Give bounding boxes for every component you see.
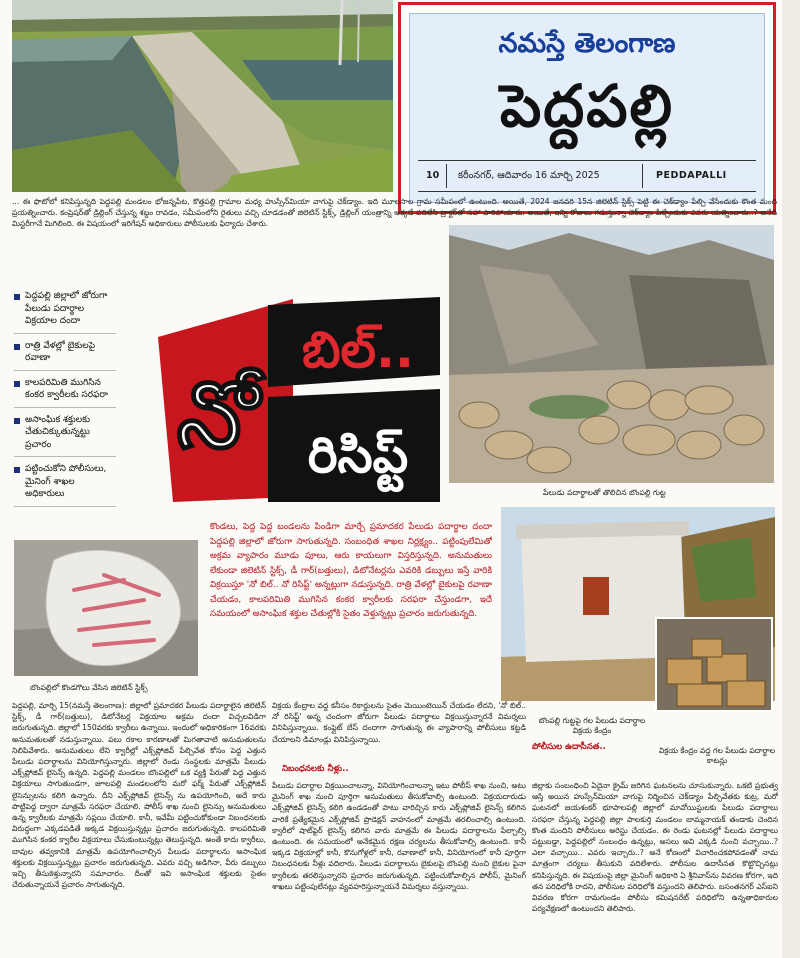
newspaper-brand: నమస్తే తెలంగాణ [498,28,676,59]
body-column-1: పెద్దపల్లి, మార్చి 15(నమస్తే తెలంగాణ): జిల్లాలో ప్రమాదకర పేలుడు పదార్థాలైన జిలెటిన్ స్టిక్స్, డీ గార్(బత్తులు), డిటోనేటర్ల విక్రయాల అక్రమ దందా విచ్చలవిడిగా జరుగుతున్నది. జిల్లాలో 150వరకు క్వారీలు ఉన్నాయి. ఇందులో అధికారికంగా 16వరకు అనుమతులతో నడుస్తున్నాయి. పలు రకాల కారణాలతో మిగతావాటి అనుమతులను నిలిపివేశారు. అనుమతులు లేని క్వారీల్లో ఎక్స్‌ప్లోజివ్ పేల్చివేత కోసం పెద్ద ఎత్తున పేలుడు పదార్థాలను వినియోగిస్తున్నారు. జిల్లాలో రెండు సంస్థలకు మాత్రమే పేలుడు ఎక్స్‌ప్లోజివ్ లైసెన్స్ ఉన్నది. పెద్దపల్లి మండలం బొంపల్లిలో ఒక వ్యక్తి పేరుతో పెద్ద ఎత్తున విక్రయాలు సాగుతుండగా, జూలపల్లి మండలంలోని మరో ఫర్మ్ పేరుతో ఎక్స్‌ప్లోజివ్ లైసెన్సులను కలిగి ఉన్నారు. దీని ఎక్స్‌ప్లోజివ్ లైసెన్స్ ను ఉపయోగించి, అదే కారు పొట్టిపెద్ద ద్వారా మాత్రమే సరఫరా చేయాలి. పోలీస్ శాఖ నుంచి లైసెన్సు అనుమతులు ఉన్న క్వారీలకు మాత్రమే సప్లయి చేయాలి. కానీ, ఇవేమీ పట్టించుకోకుండా నిబంధనలకు విరుద్ధంగా ఎక్కడపడితే అక్కడ విక్రయిస్తున్నట్లు ప్రచారం జరుగుతున్నది. కాలపరిమితి ముగిసిన కంకర క్వారీల విక్రయాలు చేసుకుంటున్నట్లు తెలుస్తున్నది. అంతే కాదు క్వారీలు, బావుల తవ్వకానికి మాత్రమే ఉపయోగించాల్సిన పేలుడు పదార్థాలను అసాంఘిక శక్తులకు విక్రయిస్తున్నట్లు ప్రచారం జరుగుతున్నది. ఎవరు వచ్చి అడిగినా, వీరు డబ్బులు ఇచ్చి తీసుకెళ్తున్నారని సమాచారం. దీంతో ఇవి అసాంఘిక శక్తులకు సైతం చేరుతున్నాయనే ప్రచారం సాగుతున్నది. [12,701,266,890]
highlights-list [14,290,116,513]
headline-receipt: రిసిప్ట్ [307,426,409,484]
highlight-item: రాత్రి వేళల్లో బైకులపై రవాణా [14,340,116,371]
quarry-caption: పేలుడు పదార్థాలతో తొలిచిన బొంపల్లి గుట్ట [543,488,666,497]
subhead-police: పోలీసుల ఉదాసీనత.. [532,742,606,752]
page-number: 10 [426,170,440,181]
district-title: పెద్దపల్లి [500,72,674,140]
edition-name: PEDDAPALLI [656,170,727,181]
gelatin-bag-photo [14,540,198,676]
cartons-caption: విక్రయ కేంద్రం వద్ద గల పేలుడు పదార్థాల కాటన్లు [658,746,776,765]
quarry-photo [449,225,774,483]
highlight-item: పెద్దపల్లి జిల్లాలో జోరుగా పేలుడు పదార్థాల విక్రయాల దందా [14,290,116,334]
lead-paragraph: కొండలు, పెద్ద పెద్ద బండలను పిండిగా మార్చే ప్రమాదకర పేలుడు పదార్థాల దందా పెద్దపల్లి జిల్లాలో జోరుగా సాగుతున్నది. సంబంధిత శాఖల నిర్లక్ష్యం.. పట్టింపులేమితో అక్రమ వ్యాపారం మూడు పూలు, ఆరు కాయలుగా విస్తరిస్తున్నది. అనుమతులు లేకుండా జిలెటిన్ స్టిక్స్, డీ గార్(బత్తులు), డిటోనేటర్లను ఎవరికి డబ్బులు ఇస్తే వారికి విక్రయిస్తూ 'నో బిల్.. నో రిసిప్ట్' అన్నట్లుగా నడుస్తున్నది. రాత్రి వేళల్లో బైకులపై రవాణా చేయడం, కాలపరిమితి ముగిసిన కంకర క్వారీలకు సరఫరా చేస్తుండగా, ఇదే సమయంలో అసాంఘిక శక్తుల చేతుల్లోకి సైతం వెళ్తున్నట్లు ప్రచారం జరుగుతున్నది. [210,522,492,619]
headline-graphic [118,297,440,502]
body-column-2: పేలుడు పదార్థాల విక్రయించాలన్నా, వినియోగించాలన్నా ఇటు పోలీస్ శాఖ నుంచి, అటు మైనింగ్ శాఖ నుంచి పూర్తిగా అనుమతులు తీసుకోవాల్సి ఉంటుంది. విక్రయదారుడు ఎక్స్‌ప్లోజివ్ లైసెన్స్ కలిగి ఉండడంతో పాటు వారిచ్చిన కారు ఎక్స్‌ప్లోజివ్ లైసెన్స్ కలిగిన వారికే ప్రత్యేకమైన ఎక్స్‌ప్లోజివ్ ప్రొడెక్షన్ వాహనంలో మాత్రమే తరలించాల్సి ఉంటుంది. క్వారీలో షాట్‌ఫైర్ లైసెన్స్ కలిగిన వారు మాత్రమే ఈ పేలుడు పదార్థాలను పేల్చాల్సి ఉంటుంది. ఈ సమయంలో అనేకమైన రక్షణ చర్యలను తీసుకోవాల్సి ఉంటుంది. కానీ ఇక్కడ విక్రయాల్లో కానీ, కొనుగోళ్లలో కానీ, రవాణాలో కానీ, వినియోగంలో కానీ పూర్తిగా నిబంధనలకు నీళ్లు వదిలారు. పేలుడు పదార్థాలను బైకులపై బొంపల్లి నుంచి బైకుల పైనా క్వారీలకు తరలిస్తున్నారని ప్రచారం జరుగుతున్నది. పట్టించుకోవాల్సిన పోలీస్, మైనింగ్ శాఖలు పట్టింపులేనట్లు వ్యవహరిస్తున్నాయనే విమర్శలు వస్తున్నాయి. [272,781,526,891]
highlight-item: పట్టించుకోని పోలీసులు, మైనింగ్ శాఖల అధికారులు [14,463,116,507]
masthead [398,2,776,214]
shed-caption: బొంపల్లి గుట్టపై గల పేలుడు పదార్థాల విక్రయ కేంద్రం [538,716,646,735]
headline-no: నో [176,362,260,469]
cartons-photo [655,617,773,712]
subhead-rules: నిబంధనలకు నీళ్లు.. [282,764,349,774]
body-column-2-top: విక్రయ కేంద్రాల వద్ద కనీసం రికార్డులను సైతం మెయింటెయిన్ చేయడం లేదని, 'నో బిల్.. నో రిసిప్ట్' అన్న చందంగా జోరుగా పేలుడు పదార్థాలు విక్రయిస్తున్నారనే విమర్శలు వినిపిస్తున్నాయి. కంప్లైట్ బేస్ దందాగా సాగుతున్న ఈ వ్యాపారాన్ని పోలీసులు కట్టడి చేయాలని డిమాండ్లు వినిపిస్తున్నాయి. [272,701,526,744]
body-column-3: జిల్లాకు సంబంధించి ఏదైనా క్రైమ్ జరిగిన ఘటనలను చూసుకున్నారు. ఒకటి ప్రభుత్వ ఆస్తి అయిన హుస్సేన్‌మియా వాగుపై నిర్మించిన చెక్‌డ్యాం పేల్చివేతకు కుట్ర, మరో ఘటనలో జయశంకర్ భూపాలపల్లి జిల్లాలో మావోయిస్టులకు పేలుడు పదార్థాలు సరఫరా చేస్తున్న పెద్దపల్లి జిల్లా పాలకుర్తి మండలం బామ్మనాయక్ తండాకు చెందిన కొంత మందిని పోలీసులు అరెస్టు చేయడం. ఈ రెండు ఘటనల్లో పేలుడు పదార్థాలు పట్టుబడ్డా, పెద్దపల్లిలో సంబంధం ఉన్నట్లు, అసలు అవి ఎక్కడి నుంచి వచ్చాయి..? ఎలా వచ్చాయి.. ఎవరు ఇచ్చారు..? అనే కోణంలో విచారించకపోవడంతో నామ మాత్రంగా చర్యలు తీసుకుని వదిలేశారు. పోలీసుల ఉదాసీనత కొట్టొచ్చినట్లు కనిపిస్తున్నది. ఈ విషయంపై జిల్లా మైనింగ్ అధికారి ఏ శ్రీనివాస్‌ను వివరణ కోరగా, ఇది తన పరిధిలోకి రాదని, పోలీసుల పరిధిలోకి వస్తుందని తెలిపారు. బసంతనగర్ ఎస్ఐని వివరణ కోరగా రామగుండం పోలీసు కమిషనరేట్ పరిధిలోని ఉన్నతాధికారుల పర్యవేక్షణలో ఉంటుందని తెలిపారు. [532,781,778,914]
right-edge-strip [782,0,800,958]
check-dam-photo [12,0,393,192]
headline-bill: బిల్.. [302,321,414,379]
headline [118,297,440,502]
dateline-bar [418,160,756,192]
gelatin-bag-caption: బొంపల్లిలో కొండగొలు వేసిన జిలెటిన్ స్టిక్స్ [30,683,148,692]
check-dam-caption: ... ఈ ఫొటోలో కనిపిస్తున్నది పెద్దపల్లి మండలం భోజన్నపేట, కొత్తపల్లి గ్రామాల మధ్య హుస్సేన్‌మియా వాగుపై చెక్‌డ్యాం. ఇది మూలసాల గ్రామ సమీపంలో ఉంటుంది. అయితే, 2024 జనవరి 15న జిలెటిన్ స్టిక్స్ పెట్టి ఈ చెక్‌డ్యాం పేల్చి వేసేందుకు కొంత మంది ప్రయత్నించారు. కంప్రెషర్‌తో డ్రిల్లింగ్ చేస్తున్న శబ్దం రావడం, సమీపంలోని రైతులు వచ్చి చూడడంతో జిలెటిన్ స్టిక్స్, డ్రిల్లింగ్ యంత్రాన్ని అక్కడే వదిలేసి ట్రాక్టర్‌తో సహా పారిపోయారు. అయితే, ఇన్ని రోజులు గడుస్తున్నా చెక్‌డ్యాం పేల్చేందుకు ఎవరు యత్నించారు..? అనేది మిస్టరీగానే మిగిలింది. ఈ విషయంలో ఇరిగేషన్ అధికారులు పోలీసులకు ఫిర్యాదు చేశారు. [12,197,777,229]
highlight-item: కాలపరిమితి ముగిసిన కంకర క్వారీలకు సరఫరా [14,377,116,408]
highlight-item: అసాంఘిక శక్తులకు చేతుచిక్కుతున్నట్టు ప్రచారం [14,414,116,458]
dateline: కరీంనగర్, ఆదివారం 16 మార్చి 2025 [458,170,600,181]
